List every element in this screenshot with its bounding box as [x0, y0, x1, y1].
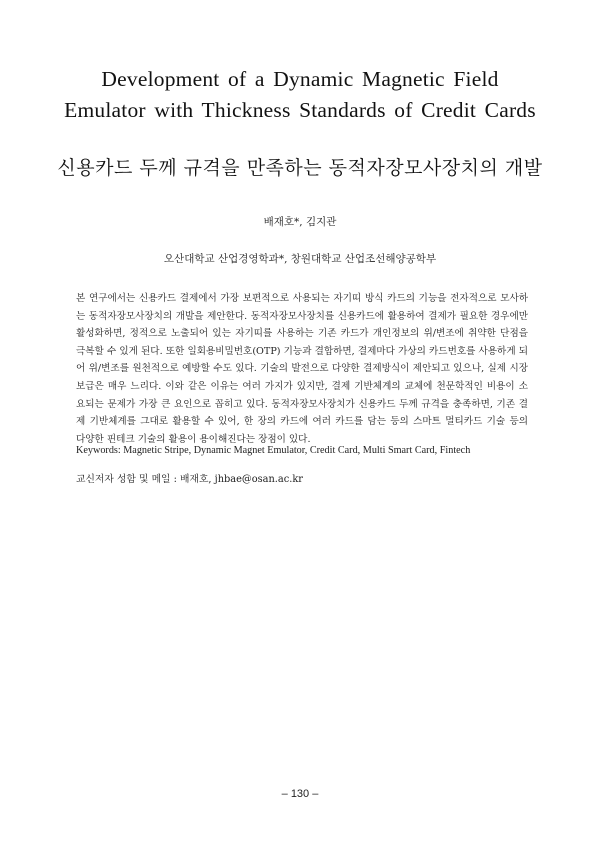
- abstract-line: 요되는 문제가 가장 큰 요인으로 꼽히고 있다. 동적자장모사장치가 신용카드 두께 규격을 충족하면, 기존 결: [76, 398, 528, 410]
- abstract-line: 다양한 핀테크 기술의 활용이 용이해진다는 장점이 있다.: [76, 433, 311, 445]
- keywords: Keywords: Magnetic Stripe, Dynamic Magnet Emulator, Credit Card, Multi Smart Card, Fintech: [76, 445, 471, 456]
- corresponding-author: 교신저자 성함 및 메일 : 배재호, jhbae@osan.ac.kr: [76, 474, 303, 485]
- affiliations: 오산대학교 산업경영학과*, 창원대학교 산업조선해양공학부: [163, 253, 437, 265]
- abstract-line: 활성화하면, 정적으로 노출되어 있는 자기띠를 사용하는 기존 카드가 개인정보의 위/변조에 취약한 단점을: [76, 328, 528, 340]
- english-title: [40, 64, 560, 126]
- english-title-line-1: Development of a Dynamic Magnetic Field: [101, 67, 499, 91]
- abstract-line: 어 위/변조를 원천적으로 예방할 수도 있다. 기술의 발전으로 다양한 결제방식이 제안되고 있으나, 실제 시장: [76, 363, 528, 375]
- authors: 배재호*, 김지관: [263, 216, 337, 228]
- abstract: [76, 290, 528, 448]
- abstract-line: 보급은 매우 느리다. 이와 같은 이유는 여러 가지가 있지만, 결제 기반체계의 교체에 천문학적인 비용이 소: [76, 380, 528, 392]
- abstract-line: 제 기반체계를 그대로 활용할 수 있어, 한 장의 카드에 여러 카드를 담는 등의 스마트 멀티카드 기술 등의: [76, 416, 528, 428]
- korean-title: 신용카드 두께 규격을 만족하는 동적자장모사장치의 개발: [57, 157, 543, 179]
- abstract-line: 는 동적자장모사장치의 개발을 제안한다. 동적자장모사장치를 신용카드에 활용하여 결제가 필요한 경우에만: [76, 310, 528, 322]
- abstract-line: 본 연구에서는 신용카드 결제에서 가장 보편적으로 사용되는 자기띠 방식 카드의 기능을 전자적으로 모사하: [76, 293, 528, 304]
- page-number: – 130 –: [281, 788, 319, 800]
- abstract-line: 극복할 수 있게 된다. 또한 일회용비밀번호(OTP) 기능과 결합하면, 결제마다 가상의 카드번호를 사용하게 되: [76, 345, 528, 357]
- english-title-line-2: Emulator with Thickness Standards of Credit Cards: [64, 98, 536, 122]
